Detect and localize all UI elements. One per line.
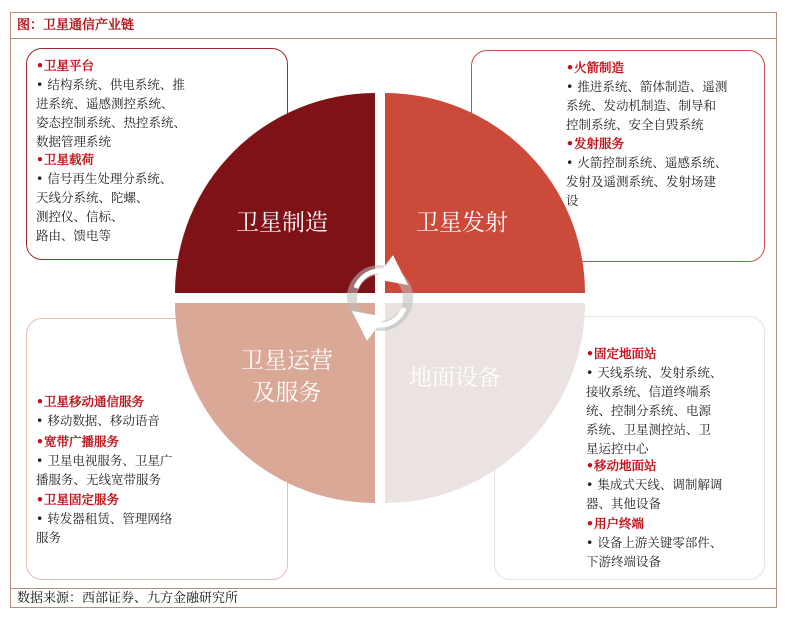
br-line: 接收系统、信道终端系: [586, 384, 712, 399]
bl-line: 播服务、无线宽带服务: [36, 472, 162, 487]
bl-sec-2: [36, 490, 172, 547]
br-line: 星运控中心: [586, 441, 649, 456]
br-heading-0: •固定地面站: [586, 346, 657, 361]
br-line: • 天线系统、发射系统、: [586, 365, 723, 380]
tl-line: 测控仪、信标、: [36, 209, 124, 224]
cycle-arrows-icon: [352, 270, 408, 326]
tr-line: • 火箭控制系统、遥感系统、: [566, 155, 728, 170]
tl-line: • 结构系统、供电系统、推: [36, 77, 185, 92]
quadrant-satellite-manufacturing: [175, 93, 375, 293]
br-line: 下游终端设备: [586, 554, 662, 569]
br-heading-2: •用户终端: [586, 516, 644, 531]
tl-line: 数据管理系统: [36, 134, 112, 149]
tr-line: 设: [566, 193, 579, 208]
source-note: 数据来源：西部证券、九方金融研究所: [11, 588, 776, 608]
industry-chain-circle: [170, 88, 590, 508]
tl-line: 姿态控制系统、热控系统、: [36, 115, 187, 130]
bl-sec-1: [36, 432, 172, 489]
br-heading-1: •移动地面站: [586, 458, 657, 473]
tr-sec-1: [566, 134, 727, 210]
tr-line: 系统、发动机制造、制导和: [566, 98, 717, 113]
bl-line: 服务: [36, 530, 62, 545]
label-ground-equipment: 地面设备: [409, 365, 501, 391]
tr-line: 发射及遥测系统、发射场建: [566, 174, 717, 189]
tr-heading-1: •发射服务: [566, 136, 624, 151]
tl-line: • 信号再生处理分系统、: [36, 171, 173, 186]
bl-line: • 移动数据、移动语音: [36, 413, 160, 428]
figure-title: 图：卫星通信产业链: [11, 13, 776, 39]
tr-heading-0: •火箭制造: [566, 60, 624, 75]
br-sec-1: [586, 456, 722, 513]
tl-heading-0: •卫星平台: [36, 58, 94, 73]
bl-heading-2: •卫星固定服务: [36, 492, 119, 507]
br-line: 统、控制分系统、电源: [586, 403, 712, 418]
label-satellite-operation-line1: 卫星运营: [241, 348, 333, 374]
tr-sec-0: [566, 58, 727, 134]
quadrant-satellite-launch: [385, 93, 585, 293]
br-line: • 集成式天线、调制解调: [586, 477, 723, 492]
br-sec-0: [586, 344, 722, 458]
tl-sec-1: [36, 150, 172, 245]
br-line: • 设备上游关键零部件、: [586, 535, 723, 550]
label-satellite-manufacturing: 卫星制造: [236, 210, 328, 236]
bl-sec-0: [36, 392, 160, 430]
bl-heading-0: •卫星移动通信服务: [36, 394, 144, 409]
br-line: 系统、卫星测控站、卫: [586, 422, 712, 437]
bl-line: • 转发器租赁、管理网络: [36, 511, 173, 526]
label-satellite-operation-line2: 及服务: [252, 380, 322, 406]
tl-line: 路由、馈电等: [36, 228, 112, 243]
tl-line: 进系统、遥感测控系统、: [36, 96, 174, 111]
tr-line: • 推进系统、箭体制造、遥测: [566, 79, 728, 94]
bl-line: • 卫星电视服务、卫星广: [36, 453, 173, 468]
tr-line: 控制系统、安全自毁系统: [566, 117, 704, 132]
br-line: 器、其他设备: [586, 496, 662, 511]
br-sec-2: [586, 514, 722, 571]
label-satellite-launch: 卫星发射: [416, 210, 508, 236]
quadrant-ground-equipment: [385, 303, 585, 503]
bl-heading-1: •宽带广播服务: [36, 434, 119, 449]
tl-line: 天线分系统、陀螺、: [36, 190, 149, 205]
tl-sec-0: [36, 56, 186, 151]
tl-heading-1: •卫星载荷: [36, 152, 94, 167]
